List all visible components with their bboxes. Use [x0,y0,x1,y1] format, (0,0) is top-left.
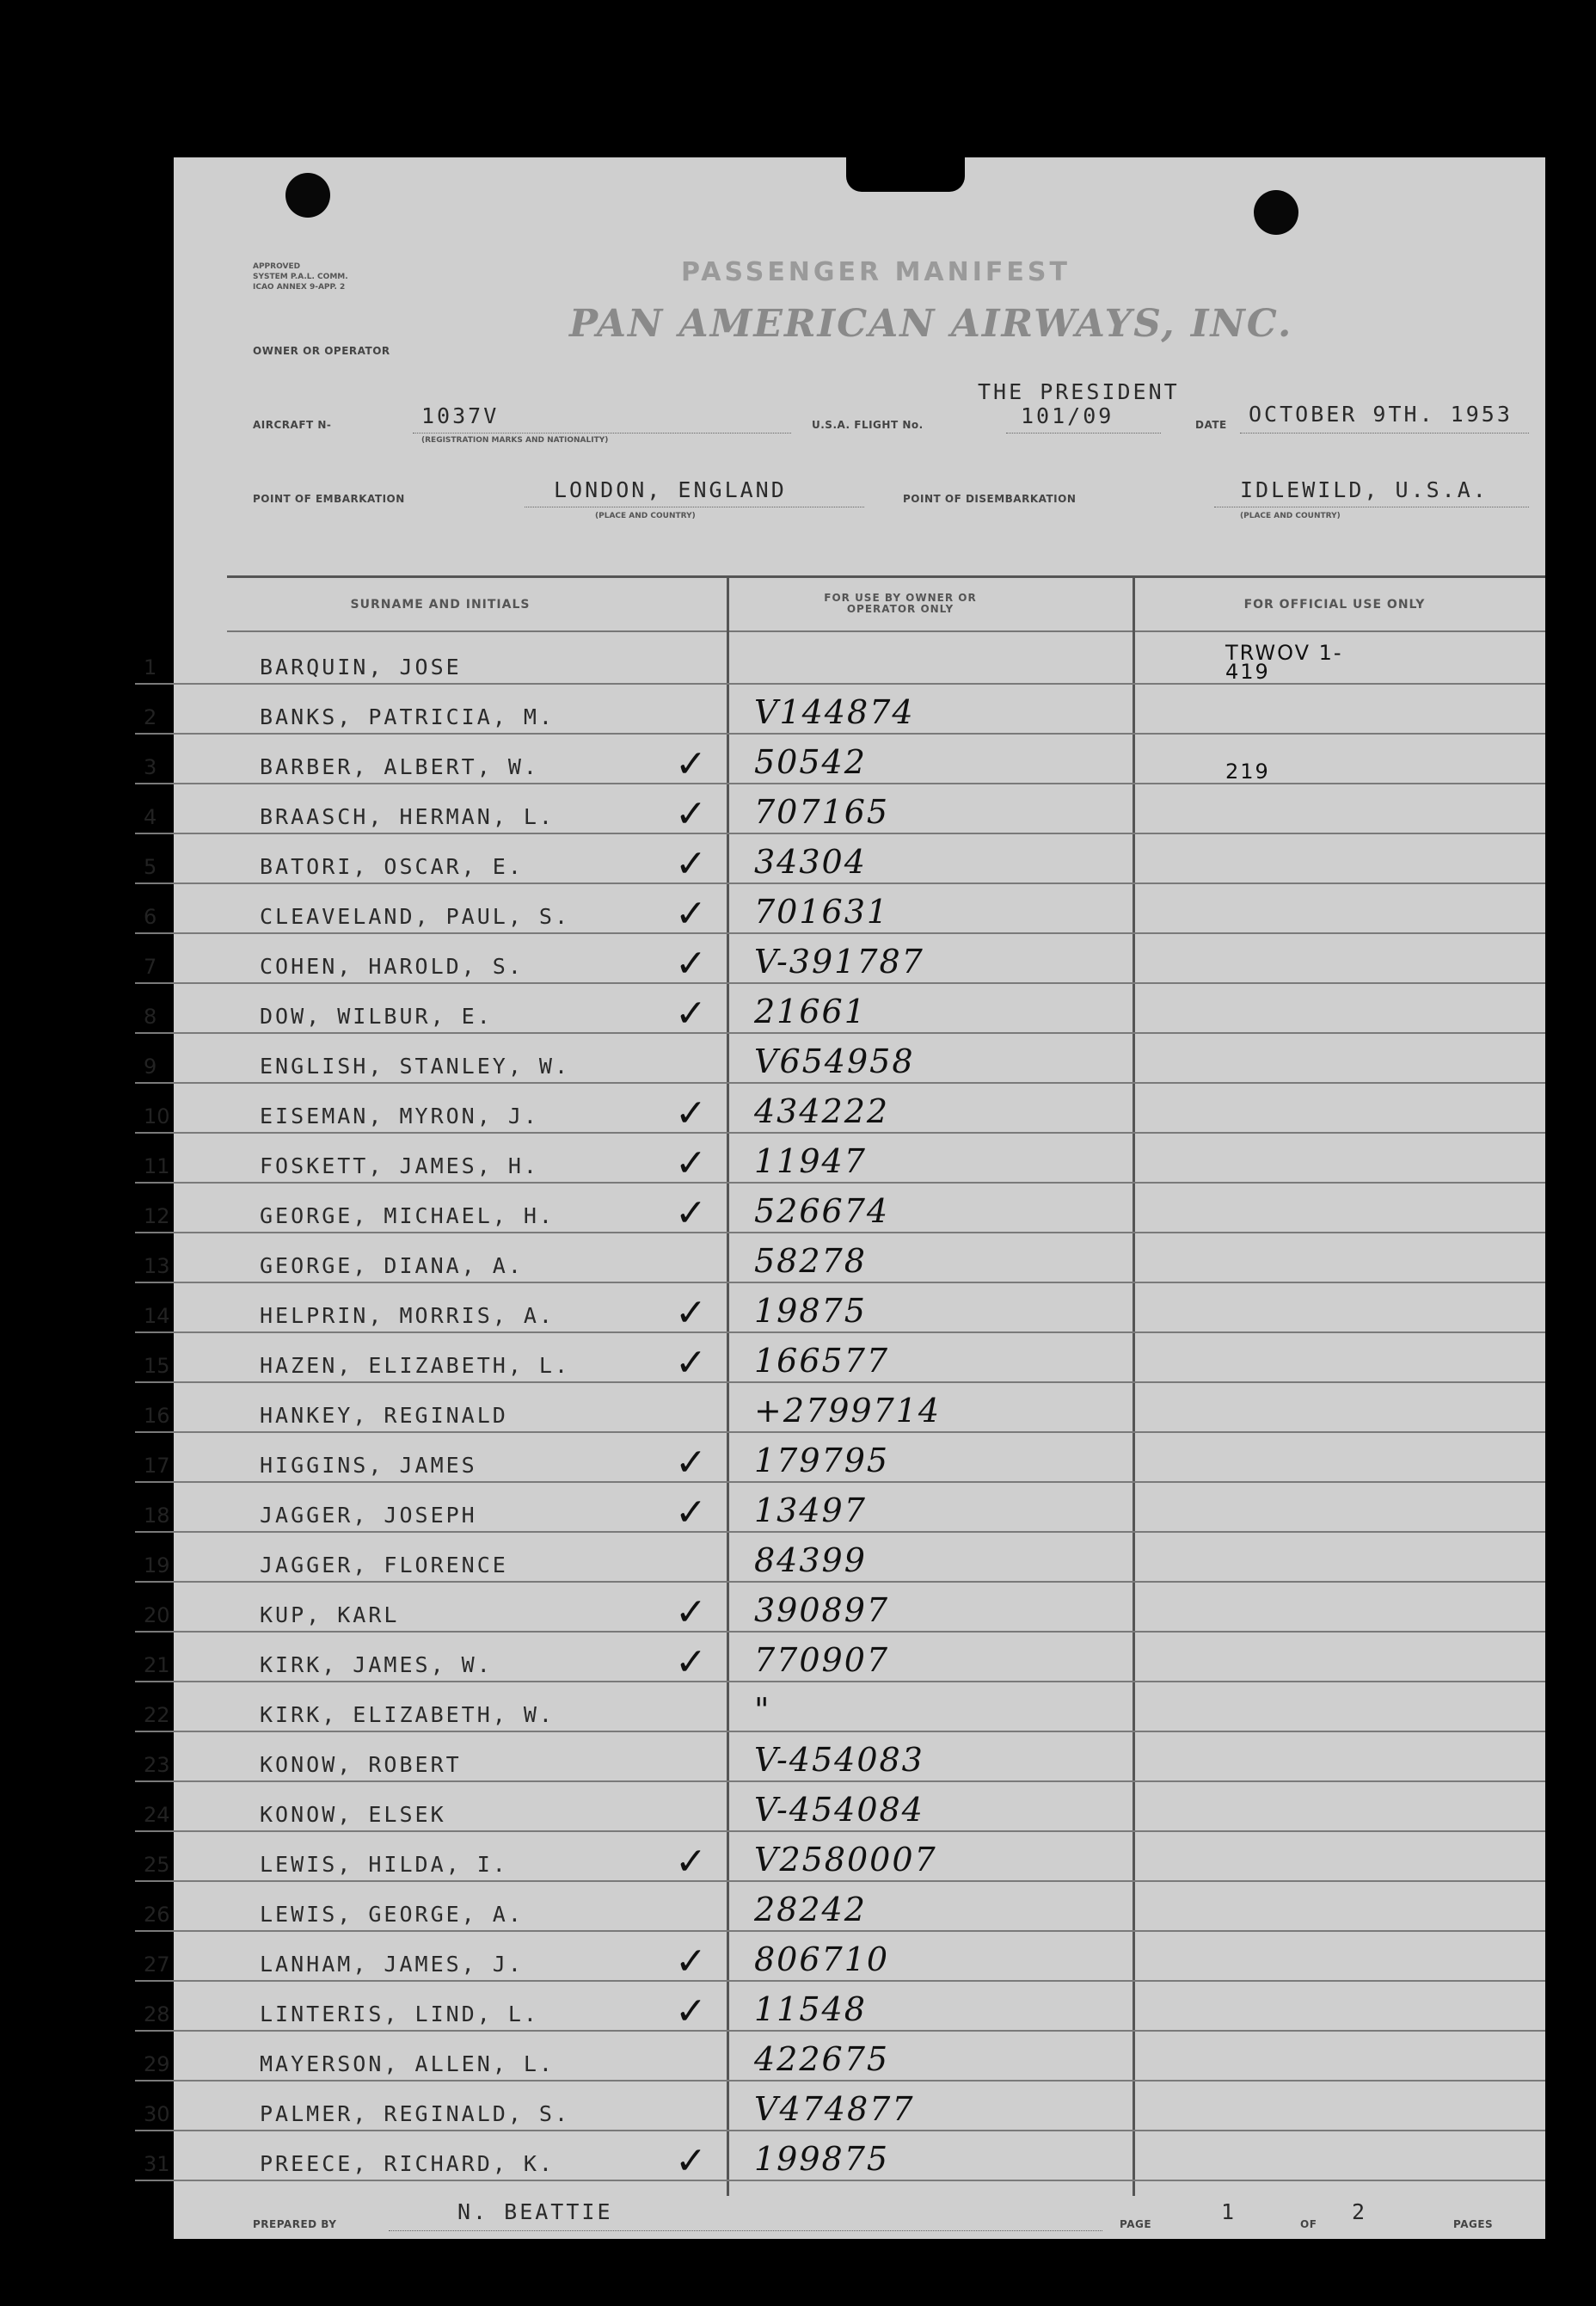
check-mark: ✓ [675,1940,707,1983]
row-number: 2 [144,705,157,729]
table-row [135,1880,1545,1932]
table-row [135,1132,1545,1184]
check-mark: ✓ [675,942,707,986]
table-row [135,1780,1545,1832]
check-mark: ✓ [675,1491,707,1534]
icao-label: ICAO ANNEX 9-APP. 2 [253,283,346,292]
check-mark: ✓ [675,892,707,936]
check-mark: ✓ [675,2139,707,2183]
handwritten-number: 707165 [754,793,890,831]
row-number: 13 [144,1254,170,1278]
passenger-name: PREECE, RICHARD, K. [260,2151,555,2176]
handwritten-number: V2580007 [754,1841,937,1879]
handwritten-number: 199875 [754,2140,890,2178]
row-number: 20 [144,1603,170,1627]
handwritten-number: V-454083 [754,1741,924,1779]
table-row [135,1481,1545,1533]
passenger-name: PALMER, REGINALD, S. [260,2101,571,2126]
row-number: 4 [144,805,157,829]
handwritten-number: 434222 [754,1092,890,1130]
column-official-header: FOR OFFICIAL USE ONLY [1243,598,1426,612]
prepared-value: N. BEATTIE [457,2199,613,2224]
table-row [135,1282,1545,1333]
form-title: PASSENGER MANIFEST [681,257,1071,287]
date-value: OCTOBER 9TH. 1953 [1249,402,1513,427]
table-top-rule [227,575,1545,578]
passenger-name: HANKEY, REGINALD [260,1403,508,1428]
passenger-name: GEORGE, DIANA, A. [260,1253,524,1278]
passenger-name: JAGGER, JOSEPH [260,1503,477,1528]
disembark-value: IDLEWILD, U.S.A. [1240,477,1489,502]
handwritten-number: V-391787 [754,943,924,981]
passenger-name: DOW, WILBUR, E. [260,1004,493,1029]
row-number: 27 [144,1952,170,1977]
row-number: 29 [144,2052,170,2076]
row-number: 6 [144,905,157,929]
passenger-name: CLEAVELAND, PAUL, S. [260,904,571,929]
handwritten-number: 11947 [754,1142,867,1180]
check-mark: ✓ [675,1341,707,1385]
passenger-name: LANHAM, JAMES, J. [260,1952,524,1977]
passenger-name: BRAASCH, HERMAN, L. [260,804,555,829]
handwritten-number: 390897 [754,1591,890,1629]
handwritten-number: 34304 [754,843,867,881]
passenger-name: BARBER, ALBERT, W. [260,754,539,779]
table-row [135,633,1545,685]
table-row [135,1431,1545,1483]
official-note: 219 [1225,759,1270,784]
manifest-sheet [144,157,1545,2239]
passenger-name: KIRK, JAMES, W. [260,1652,493,1677]
row-number: 24 [144,1803,170,1827]
flight-value: 101/09 [1021,403,1114,428]
handwritten-number: 58278 [754,1242,867,1280]
embark-label: POINT OF EMBARKATION [253,493,405,505]
row-number: 7 [144,955,157,979]
passenger-name: HELPRIN, MORRIS, A. [260,1303,555,1328]
passenger-name: EISEMAN, MYRON, J. [260,1104,539,1128]
passenger-name: KONOW, ELSEK [260,1802,446,1827]
passenger-name: KIRK, ELIZABETH, W. [260,1702,555,1727]
row-number: 1 [144,655,157,680]
table-row [135,1032,1545,1084]
table-row [135,2030,1545,2082]
flight-label: U.S.A. FLIGHT No. [812,419,924,431]
punch-hole-right [1254,190,1298,235]
row-number: 11 [144,1154,170,1178]
row-number: 21 [144,1653,170,1677]
table-row [135,1930,1545,1982]
pages-value: 2 [1352,2199,1368,2224]
table-row [135,1232,1545,1283]
column-owner-header: FOR USE BY OWNER OR OPERATOR ONLY [824,592,977,615]
owner-label: OWNER OR OPERATOR [253,345,390,357]
table-row [135,1731,1545,1782]
check-mark: ✓ [675,1590,707,1634]
table-row [135,1182,1545,1233]
disembark-sublabel: (PLACE AND COUNTRY) [1240,512,1341,520]
handwritten-number: 50542 [754,743,867,781]
handwritten-number: V-454084 [754,1791,924,1829]
handwritten-number: V474877 [754,2090,915,2128]
aircraft-value: 1037V [421,403,500,428]
pages-label: PAGES [1453,2218,1494,2230]
passenger-name: KUP, KARL [260,1602,400,1627]
passenger-name: FOSKETT, JAMES, H. [260,1153,539,1178]
table-row [135,1581,1545,1633]
handwritten-number: 701631 [754,893,890,931]
table-header-rule [227,630,1545,632]
table-row [135,783,1545,834]
row-number: 3 [144,755,157,779]
row-number: 22 [144,1703,170,1727]
passenger-name: HIGGINS, JAMES [260,1453,477,1478]
row-number: 18 [144,1504,170,1528]
table-row [135,1531,1545,1583]
row-number: 26 [144,1903,170,1927]
flight-name: THE PRESIDENT [978,379,1180,404]
handwritten-number: 13497 [754,1491,867,1529]
table-row [135,1331,1545,1383]
check-mark: ✓ [675,742,707,786]
check-mark: ✓ [675,1840,707,1884]
page-label: PAGE [1120,2218,1152,2230]
table-row [135,1082,1545,1134]
row-number: 8 [144,1005,157,1029]
check-mark: ✓ [675,1441,707,1485]
passenger-name: LEWIS, GEORGE, A. [260,1902,524,1927]
row-number: 10 [144,1104,170,1128]
punch-hole-left [285,173,330,218]
handwritten-number: V144874 [754,693,915,731]
table-row [135,982,1545,1034]
handwritten-number: 806710 [754,1940,890,1978]
of-label: OF [1300,2218,1317,2230]
handwritten-number: " [754,1691,771,1729]
row-number: 23 [144,1753,170,1777]
row-number: 9 [144,1055,157,1079]
handwritten-number: 179795 [754,1442,890,1479]
date-label: DATE [1195,419,1227,431]
handwritten-number: 166577 [754,1342,890,1380]
check-mark: ✓ [675,1141,707,1185]
handwritten-number: 422675 [754,2040,890,2078]
disembark-label: POINT OF DISEMBARKATION [903,493,1077,505]
passenger-name: GEORGE, MICHAEL, H. [260,1203,555,1228]
handwritten-number: 11548 [754,1990,867,2028]
passenger-name: COHEN, HAROLD, S. [260,954,524,979]
table-row [135,833,1545,884]
row-number: 28 [144,2002,170,2026]
passenger-name: LINTERIS, LIND, L. [260,2002,539,2026]
row-number: 12 [144,1204,170,1228]
table-row [135,733,1545,784]
handwritten-number: 526674 [754,1192,890,1230]
prepared-label: PREPARED BY [253,2218,337,2230]
row-number: 15 [144,1354,170,1378]
embark-value: LONDON, ENGLAND [554,477,787,502]
handwritten-number: 21661 [754,993,867,1030]
passenger-name: JAGGER, FLORENCE [260,1553,508,1577]
table-row [135,2080,1545,2131]
row-number: 16 [144,1404,170,1428]
passenger-name: KONOW, ROBERT [260,1752,462,1777]
row-number: 31 [144,2152,170,2176]
row-number: 25 [144,1853,170,1877]
passenger-name: BANKS, PATRICIA, M. [260,704,555,729]
table-row [135,1830,1545,1882]
passenger-name: HAZEN, ELIZABETH, L. [260,1353,571,1378]
handwritten-number: V654958 [754,1042,915,1080]
check-mark: ✓ [675,1291,707,1335]
embark-sublabel: (PLACE AND COUNTRY) [595,512,696,520]
handwritten-number: 84399 [754,1541,867,1579]
row-number: 19 [144,1553,170,1577]
handwritten-number: 770907 [754,1641,890,1679]
row-number: 30 [144,2102,170,2126]
table-row [135,932,1545,984]
column-name-header: SURNAME AND INITIALS [350,598,531,612]
check-mark: ✓ [675,842,707,886]
page-value: 1 [1221,2199,1237,2224]
check-mark: ✓ [675,992,707,1036]
check-mark: ✓ [675,792,707,836]
passenger-name: MAYERSON, ALLEN, L. [260,2051,555,2076]
passenger-name: ENGLISH, STANLEY, W. [260,1054,571,1079]
check-mark: ✓ [675,1989,707,2033]
passenger-name: BATORI, OSCAR, E. [260,854,524,879]
aircraft-sublabel: (REGISTRATION MARKS AND NATIONALITY) [421,436,609,445]
row-number: 17 [144,1454,170,1478]
handwritten-number: 19875 [754,1292,867,1330]
approved-label: APPROVED [253,262,301,271]
table-row [135,683,1545,735]
official-note: TRWOV 1-419 [1225,641,1343,684]
aircraft-label: AIRCRAFT N- [253,419,332,431]
table-row [135,2130,1545,2181]
table-row [135,1631,1545,1682]
handwritten-number: 28242 [754,1891,867,1928]
row-number: 5 [144,855,157,879]
airline-name: PAN AMERICAN AIRWAYS, INC. [569,302,1293,346]
check-mark: ✓ [675,1191,707,1235]
system-label: SYSTEM P.A.L. COMM. [253,273,348,281]
table-row [135,1980,1545,2032]
passenger-name: BARQUIN, JOSE [260,655,462,680]
table-row [135,882,1545,934]
table-row [135,1681,1545,1732]
check-mark: ✓ [675,1092,707,1135]
check-mark: ✓ [675,1640,707,1684]
table-row [135,1381,1545,1433]
handwritten-number: +2799714 [754,1392,942,1430]
passenger-name: LEWIS, HILDA, I. [260,1852,508,1877]
row-number: 14 [144,1304,170,1328]
paper-notch [846,157,965,192]
